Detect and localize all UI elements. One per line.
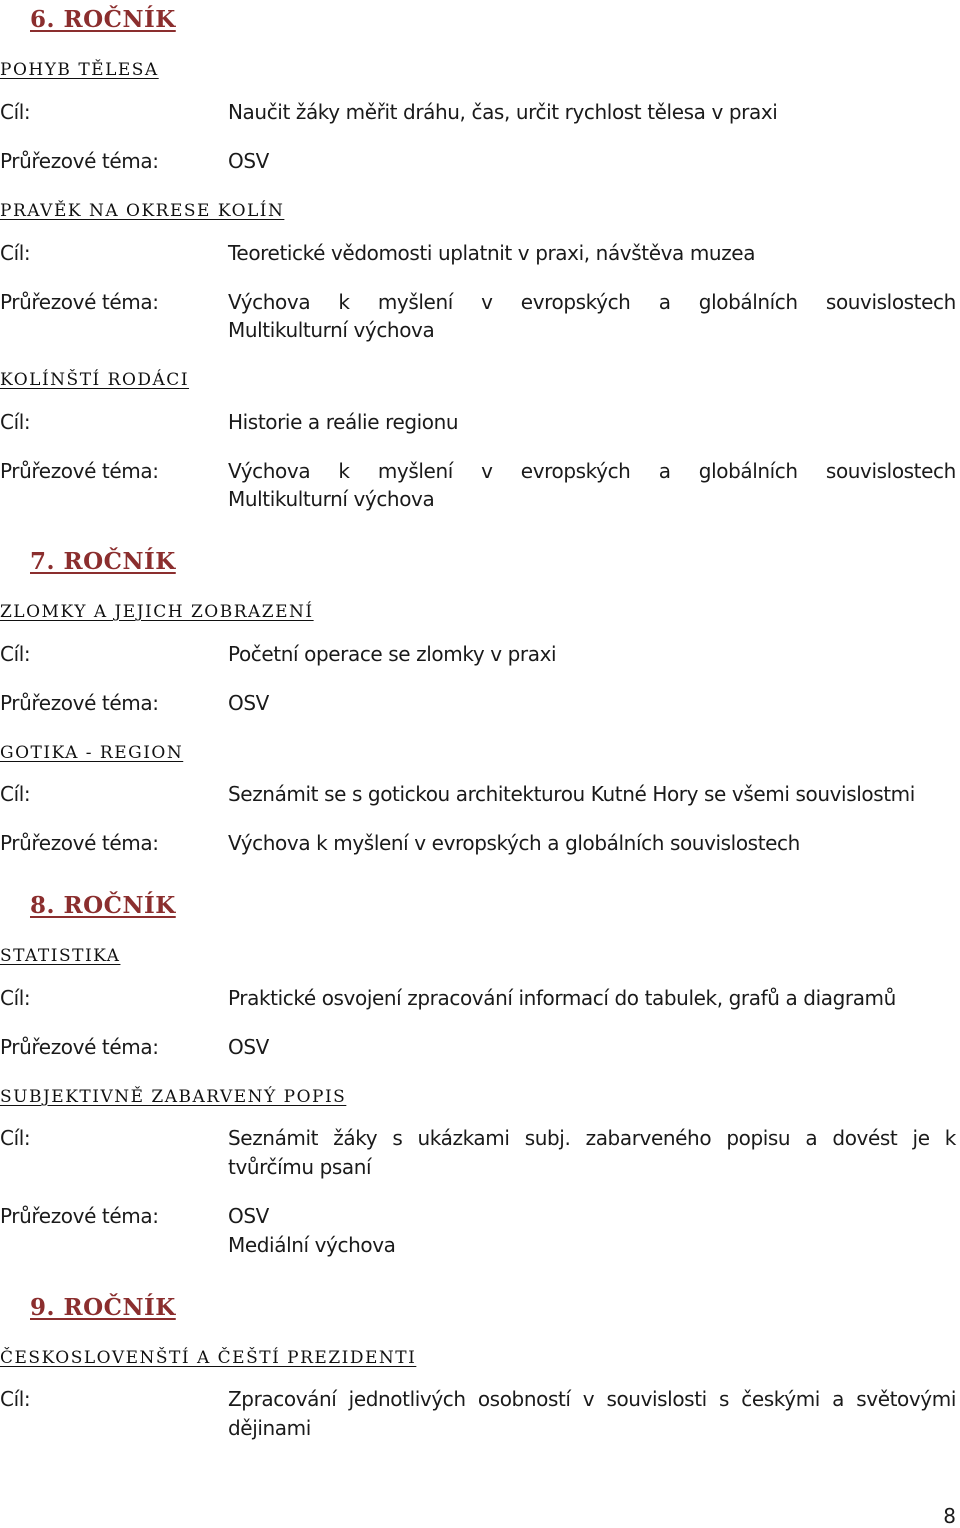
- goal-label: Cíl:: [0, 100, 31, 124]
- word: světovými: [856, 1387, 956, 1411]
- word: s: [392, 1126, 403, 1150]
- word: k: [338, 459, 350, 483]
- word: evropských: [520, 290, 631, 314]
- word: žáky: [333, 1126, 378, 1150]
- grade-8-heading: 8. ROČNÍK: [30, 892, 176, 919]
- statistika-theme-value: OSV: [228, 1035, 269, 1059]
- page-number: 8: [943, 1504, 956, 1528]
- theme-label: Průřezové téma:: [0, 149, 159, 173]
- theme-label: Průřezové téma:: [0, 459, 159, 483]
- word: k: [944, 1126, 956, 1150]
- goal-label: Cíl:: [0, 241, 31, 265]
- word: subj.: [524, 1126, 571, 1150]
- grade-6-heading: 6. ROČNÍK: [30, 6, 176, 33]
- theme-label: Průřezové téma:: [0, 1035, 159, 1059]
- theme-label: Průřezové téma:: [0, 831, 159, 855]
- word: v: [481, 459, 493, 483]
- word: osobností: [477, 1387, 571, 1411]
- word: je: [912, 1126, 930, 1150]
- word: Zpracování: [228, 1387, 337, 1411]
- popis-goal-line-2: tvůrčímu psaní: [228, 1155, 372, 1179]
- word: k: [338, 290, 350, 314]
- word: souvislostech: [825, 290, 956, 314]
- topic-zlomky: ZLOMKY A JEJICH ZOBRAZENÍ: [0, 602, 314, 622]
- word: a: [658, 459, 671, 483]
- word: globálních: [698, 290, 798, 314]
- word: v: [481, 290, 493, 314]
- prezidenti-goal-line-1: [228, 1387, 956, 1411]
- goal-label: Cíl:: [0, 642, 31, 666]
- word: Výchova: [228, 290, 311, 314]
- goal-label: Cíl:: [0, 410, 31, 434]
- pravek-goal-value: Teoretické vědomosti uplatnit v praxi, návštěva muzea: [228, 241, 756, 265]
- goal-label: Cíl:: [0, 1387, 31, 1411]
- pohyb-goal-value: Naučit žáky měřit dráhu, čas, určit rychlost tělesa v praxi: [228, 100, 778, 124]
- word: myšlení: [377, 290, 453, 314]
- word: v: [582, 1387, 595, 1411]
- topic-rodaci: KOLÍNŠTÍ RODÁCI: [0, 370, 190, 390]
- pohyb-theme-value: OSV: [228, 149, 269, 173]
- zlomky-goal-value: Početní operace se zlomky v praxi: [228, 642, 557, 666]
- pravek-theme-line-1: [228, 290, 956, 314]
- goal-label: Cíl:: [0, 986, 31, 1010]
- goal-label: Cíl:: [0, 1126, 31, 1150]
- popis-theme-line-2: Mediální výchova: [228, 1233, 396, 1257]
- word: souvislosti: [606, 1387, 707, 1411]
- prezidenti-goal-line-2: dějinami: [228, 1416, 311, 1440]
- popis-goal-line-1: [228, 1126, 956, 1150]
- word: souvislostech: [825, 459, 956, 483]
- rodaci-goal-value: Historie a reálie regionu: [228, 410, 459, 434]
- word: Seznámit: [228, 1126, 319, 1150]
- topic-gotika: GOTIKA - REGION: [0, 743, 184, 763]
- grade-7-heading: 7. ROČNÍK: [30, 548, 176, 575]
- word: a: [832, 1387, 845, 1411]
- topic-prezidenti: ČESKOSLOVENŠTÍ A ČEŠTÍ PREZIDENTI: [0, 1348, 417, 1368]
- rodaci-theme-line-1: [228, 459, 956, 483]
- gotika-goal-value: Seznámit se s gotickou architekturou Kutné Hory se všemi souvislostmi: [228, 782, 915, 806]
- word: jednotlivých: [348, 1387, 466, 1411]
- word: myšlení: [377, 459, 453, 483]
- word: Výchova: [228, 459, 311, 483]
- word: a: [805, 1126, 818, 1150]
- word: českými: [741, 1387, 820, 1411]
- statistika-goal-value: Praktické osvojení zpracování informací do tabulek, grafů a diagramů: [228, 986, 896, 1010]
- popis-theme-line-1: OSV: [228, 1204, 269, 1228]
- grade-9-heading: 9. ROČNÍK: [30, 1294, 176, 1321]
- rodaci-theme-line-2: Multikulturní výchova: [228, 487, 435, 511]
- word: evropských: [520, 459, 631, 483]
- word: ukázkami: [417, 1126, 510, 1150]
- topic-popis: SUBJEKTIVNĚ ZABARVENÝ POPIS: [0, 1087, 347, 1107]
- word: a: [658, 290, 671, 314]
- pravek-theme-line-2: Multikulturní výchova: [228, 318, 435, 342]
- topic-pravek: PRAVĚK NA OKRESE KOLÍN: [0, 201, 285, 221]
- word: popisu: [726, 1126, 791, 1150]
- word: globálních: [698, 459, 798, 483]
- topic-pohyb-telesa: POHYB TĚLESA: [0, 60, 159, 80]
- theme-label: Průřezové téma:: [0, 290, 159, 314]
- zlomky-theme-value: OSV: [228, 691, 269, 715]
- theme-label: Průřezové téma:: [0, 691, 159, 715]
- topic-statistika: STATISTIKA: [0, 946, 121, 966]
- word: s: [719, 1387, 730, 1411]
- theme-label: Průřezové téma:: [0, 1204, 159, 1228]
- word: dovést: [832, 1126, 898, 1150]
- word: zabarveného: [585, 1126, 712, 1150]
- goal-label: Cíl:: [0, 782, 31, 806]
- gotika-theme-value: Výchova k myšlení v evropských a globálních souvislostech: [228, 831, 800, 855]
